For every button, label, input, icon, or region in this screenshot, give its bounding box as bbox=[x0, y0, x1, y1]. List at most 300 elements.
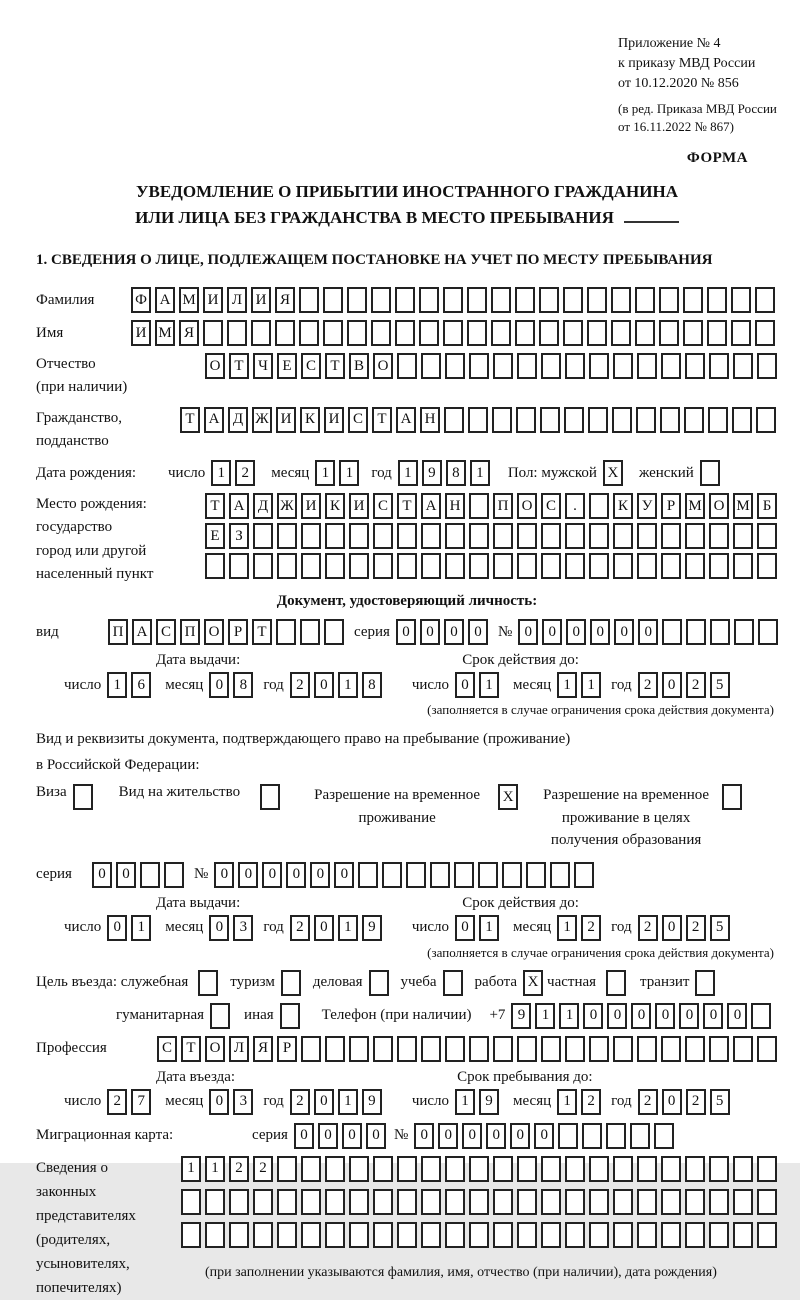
char-box bbox=[281, 970, 301, 996]
char-box: 9 bbox=[362, 1089, 382, 1115]
number-sign: № bbox=[194, 866, 209, 882]
char-box: 0 bbox=[655, 1003, 675, 1029]
year-label: год bbox=[611, 919, 632, 935]
sex-male-checkbox bbox=[603, 460, 627, 486]
char-box bbox=[516, 407, 536, 433]
birth-month-boxes bbox=[315, 460, 363, 486]
char-box bbox=[517, 1222, 537, 1248]
char-box bbox=[181, 1222, 201, 1248]
char-box: У bbox=[637, 493, 657, 519]
char-box bbox=[733, 1156, 753, 1182]
char-box: 0 bbox=[455, 915, 475, 941]
char-box: 0 bbox=[366, 1123, 386, 1149]
char-box: 1 bbox=[205, 1156, 225, 1182]
char-box: М bbox=[733, 493, 753, 519]
day-label: число bbox=[411, 1093, 450, 1109]
char-box bbox=[613, 1036, 633, 1062]
char-box bbox=[611, 287, 631, 313]
char-box bbox=[445, 1222, 465, 1248]
char-box bbox=[613, 1156, 633, 1182]
char-box bbox=[421, 1222, 441, 1248]
char-box bbox=[275, 320, 295, 346]
char-box bbox=[515, 320, 535, 346]
char-box: С bbox=[348, 407, 368, 433]
char-box bbox=[301, 1036, 321, 1062]
char-box bbox=[373, 1189, 393, 1215]
char-box bbox=[587, 320, 607, 346]
char-box bbox=[205, 1222, 225, 1248]
char-box: С bbox=[156, 619, 176, 645]
char-box bbox=[564, 407, 584, 433]
char-box bbox=[695, 970, 715, 996]
purpose-transit-label: транзит bbox=[640, 974, 690, 990]
char-box: 2 bbox=[229, 1156, 249, 1182]
char-box: 0 bbox=[455, 672, 475, 698]
char-box bbox=[419, 320, 439, 346]
char-box: 0 bbox=[607, 1003, 627, 1029]
char-box bbox=[277, 1222, 297, 1248]
char-box: А bbox=[421, 493, 441, 519]
char-box: Т bbox=[180, 407, 200, 433]
char-box bbox=[757, 1189, 777, 1215]
char-box bbox=[709, 1156, 729, 1182]
char-box bbox=[733, 1189, 753, 1215]
char-box: С bbox=[373, 493, 393, 519]
char-box: 0 bbox=[310, 862, 330, 888]
char-box bbox=[492, 407, 512, 433]
char-box bbox=[683, 320, 703, 346]
char-box bbox=[606, 970, 626, 996]
char-box bbox=[323, 287, 343, 313]
char-box bbox=[517, 523, 537, 549]
entry-year-boxes bbox=[290, 1089, 386, 1115]
form-title-line1: УВЕДОМЛЕНИЕ О ПРИБЫТИИ ИНОСТРАННОГО ГРАЖДАНИНА bbox=[136, 182, 678, 201]
char-box bbox=[280, 1003, 300, 1029]
char-box bbox=[430, 862, 450, 888]
char-box bbox=[421, 1189, 441, 1215]
char-box: Т bbox=[397, 493, 417, 519]
char-box bbox=[565, 1156, 585, 1182]
char-box: Б bbox=[757, 493, 777, 519]
char-box bbox=[565, 353, 585, 379]
char-box: Ч bbox=[253, 353, 273, 379]
birth-place-line2 bbox=[205, 523, 781, 549]
representatives-line3 bbox=[181, 1222, 781, 1248]
char-box bbox=[443, 970, 463, 996]
month-label: месяц bbox=[513, 1093, 552, 1109]
char-box bbox=[685, 1156, 705, 1182]
birth-day-boxes bbox=[211, 460, 259, 486]
migration-number-boxes bbox=[414, 1123, 678, 1149]
citizenship-row bbox=[36, 407, 778, 454]
char-box: Л bbox=[229, 1036, 249, 1062]
doc-type-label: вид bbox=[36, 623, 59, 640]
char-box bbox=[301, 1156, 321, 1182]
birth-place-boxes bbox=[205, 493, 781, 583]
char-box: А bbox=[132, 619, 152, 645]
char-box bbox=[685, 1036, 705, 1062]
char-box bbox=[661, 1222, 681, 1248]
char-box: 1 bbox=[470, 460, 490, 486]
char-box bbox=[397, 1189, 417, 1215]
char-box bbox=[654, 1123, 674, 1149]
day-label: число bbox=[64, 919, 102, 935]
char-box: 0 bbox=[318, 1123, 338, 1149]
birth-place-row bbox=[36, 493, 778, 586]
valid-until-heading: Срок действия до: bbox=[462, 894, 579, 911]
visit-purpose-row bbox=[36, 970, 778, 996]
month-label: месяц bbox=[165, 919, 204, 935]
char-box bbox=[685, 523, 705, 549]
char-box bbox=[589, 1036, 609, 1062]
char-box bbox=[253, 523, 273, 549]
char-box bbox=[493, 1222, 513, 1248]
char-box bbox=[565, 553, 585, 579]
purpose-transit-checkbox bbox=[695, 970, 719, 996]
char-box bbox=[630, 1123, 650, 1149]
sex-female-checkbox bbox=[700, 460, 724, 486]
char-box bbox=[751, 1003, 771, 1029]
year-label: год bbox=[263, 1093, 284, 1109]
char-box bbox=[541, 1189, 561, 1215]
char-box bbox=[757, 1156, 777, 1182]
entry-date-heading: Дата въезда: bbox=[156, 1068, 236, 1085]
representatives-boxes bbox=[181, 1156, 781, 1281]
char-box: 0 bbox=[92, 862, 112, 888]
char-box bbox=[349, 1036, 369, 1062]
char-box: 0 bbox=[342, 1123, 362, 1149]
char-box bbox=[755, 287, 775, 313]
char-box: 8 bbox=[233, 672, 253, 698]
char-box bbox=[661, 1036, 681, 1062]
char-box: 0 bbox=[631, 1003, 651, 1029]
char-box: А bbox=[155, 287, 175, 313]
char-box: 0 bbox=[396, 619, 416, 645]
residence-doc-intro: Вид и реквизиты документа, подтверждающего право на пребывание (проживание) в Российской Федерации: bbox=[36, 731, 571, 773]
char-box: Д bbox=[253, 493, 273, 519]
char-box: 0 bbox=[518, 619, 538, 645]
char-box bbox=[709, 1222, 729, 1248]
char-box: 0 bbox=[662, 1089, 682, 1115]
char-box: 2 bbox=[290, 915, 310, 941]
char-box: 1 bbox=[479, 915, 499, 941]
migration-card-row bbox=[36, 1123, 778, 1149]
char-box: Т bbox=[181, 1036, 201, 1062]
char-box bbox=[227, 320, 247, 346]
char-box bbox=[637, 1036, 657, 1062]
given-name-row bbox=[36, 320, 778, 346]
char-box bbox=[198, 970, 218, 996]
char-box bbox=[637, 1222, 657, 1248]
char-box bbox=[563, 287, 583, 313]
char-box bbox=[301, 1189, 321, 1215]
char-box bbox=[540, 407, 560, 433]
char-box bbox=[589, 1189, 609, 1215]
patronymic-label: Отчество (при наличии) bbox=[36, 356, 128, 396]
char-box bbox=[613, 1189, 633, 1215]
char-box bbox=[421, 1036, 441, 1062]
char-box bbox=[491, 287, 511, 313]
char-box bbox=[325, 1189, 345, 1215]
char-box bbox=[589, 353, 609, 379]
char-box bbox=[589, 1222, 609, 1248]
char-box bbox=[301, 523, 321, 549]
char-box: 9 bbox=[479, 1089, 499, 1115]
representatives-label: Сведения о законных представителях (родителях, усыновителях, попечителях) bbox=[36, 1159, 136, 1296]
char-box bbox=[558, 1123, 578, 1149]
char-box: А bbox=[204, 407, 224, 433]
char-box bbox=[349, 1156, 369, 1182]
char-box: И bbox=[301, 493, 321, 519]
char-box bbox=[517, 1036, 537, 1062]
char-box bbox=[517, 1156, 537, 1182]
char-box bbox=[550, 862, 570, 888]
char-box bbox=[469, 553, 489, 579]
char-box bbox=[709, 553, 729, 579]
char-box bbox=[710, 619, 730, 645]
char-box bbox=[733, 553, 753, 579]
char-box: 9 bbox=[511, 1003, 531, 1029]
char-box: 3 bbox=[233, 1089, 253, 1115]
char-box bbox=[325, 1222, 345, 1248]
char-box bbox=[589, 493, 609, 519]
char-box bbox=[731, 320, 751, 346]
purpose-other-checkbox bbox=[280, 1003, 304, 1029]
char-box bbox=[733, 523, 753, 549]
char-box: 2 bbox=[235, 460, 255, 486]
char-box bbox=[757, 553, 777, 579]
profession-row bbox=[36, 1036, 778, 1062]
char-box bbox=[445, 353, 465, 379]
representatives-line1 bbox=[181, 1156, 781, 1182]
char-box: 2 bbox=[638, 1089, 658, 1115]
day-label: число bbox=[411, 919, 450, 935]
char-box: X bbox=[523, 970, 543, 996]
char-box: И bbox=[131, 320, 151, 346]
char-box: 7 bbox=[131, 1089, 151, 1115]
purpose-official-label: Цель въезда: служебная bbox=[36, 974, 189, 990]
identity-doc-dates bbox=[36, 652, 778, 718]
char-box: 5 bbox=[710, 915, 730, 941]
char-box bbox=[323, 320, 343, 346]
doc-valid-year-boxes bbox=[638, 672, 734, 698]
char-box: К bbox=[325, 493, 345, 519]
entry-day-boxes bbox=[107, 1089, 155, 1115]
char-box: 0 bbox=[314, 1089, 334, 1115]
char-box: 0 bbox=[286, 862, 306, 888]
doc-issue-year-boxes bbox=[290, 672, 386, 698]
char-box bbox=[734, 619, 754, 645]
char-box bbox=[493, 1036, 513, 1062]
year-label: год bbox=[263, 919, 284, 935]
char-box: 1 bbox=[131, 915, 151, 941]
char-box bbox=[445, 523, 465, 549]
char-box: И bbox=[203, 287, 223, 313]
residence-series-boxes bbox=[92, 862, 188, 888]
char-box bbox=[661, 353, 681, 379]
patronymic-boxes bbox=[205, 353, 781, 379]
form-title-line2: ИЛИ ЛИЦА БЕЗ ГРАЖДАНСТВА В МЕСТО ПРЕБЫВАНИЯ bbox=[135, 207, 614, 227]
char-box bbox=[757, 1036, 777, 1062]
char-box: 0 bbox=[510, 1123, 530, 1149]
char-box: 2 bbox=[581, 915, 601, 941]
char-box bbox=[443, 320, 463, 346]
doc-number-sign: № bbox=[497, 623, 513, 640]
char-box: 1 bbox=[338, 672, 358, 698]
char-box: 1 bbox=[398, 460, 418, 486]
profession-label: Профессия bbox=[36, 1040, 107, 1056]
char-box: 0 bbox=[566, 619, 586, 645]
char-box bbox=[685, 353, 705, 379]
char-box bbox=[397, 353, 417, 379]
char-box: 0 bbox=[262, 862, 282, 888]
char-box: Е bbox=[205, 523, 225, 549]
char-box bbox=[613, 553, 633, 579]
char-box: Н bbox=[420, 407, 440, 433]
char-box: Р bbox=[228, 619, 248, 645]
char-box bbox=[722, 784, 742, 810]
phone-row bbox=[36, 1003, 778, 1029]
surname-row bbox=[36, 287, 778, 313]
char-box: О bbox=[517, 493, 537, 519]
char-box bbox=[757, 353, 777, 379]
char-box: 9 bbox=[422, 460, 442, 486]
char-box bbox=[700, 460, 720, 486]
char-box: Т bbox=[325, 353, 345, 379]
char-box: 1 bbox=[581, 672, 601, 698]
char-box: 1 bbox=[339, 460, 359, 486]
char-box bbox=[661, 523, 681, 549]
amendment-line: от 16.11.2022 № 867) bbox=[618, 118, 735, 134]
char-box: 8 bbox=[362, 672, 382, 698]
char-box: 1 bbox=[211, 460, 231, 486]
char-box bbox=[369, 970, 389, 996]
char-box: 1 bbox=[559, 1003, 579, 1029]
char-box bbox=[205, 553, 225, 579]
char-box: 0 bbox=[107, 915, 127, 941]
char-box bbox=[277, 1189, 297, 1215]
phone-boxes bbox=[511, 1003, 775, 1029]
residence-valid-month-boxes bbox=[557, 915, 605, 941]
purpose-humanitarian-label: гуманитарная bbox=[116, 1007, 205, 1023]
char-box: 0 bbox=[238, 862, 258, 888]
char-box: М bbox=[179, 287, 199, 313]
char-box bbox=[73, 784, 93, 810]
doc-series-label: серия bbox=[354, 623, 390, 640]
char-box: 0 bbox=[679, 1003, 699, 1029]
doc-issue-month-boxes bbox=[209, 672, 257, 698]
char-box bbox=[325, 523, 345, 549]
char-box bbox=[493, 553, 513, 579]
form-label: ФОРМА bbox=[686, 150, 748, 166]
char-box bbox=[733, 353, 753, 379]
purpose-study-label: учеба bbox=[400, 974, 437, 990]
purpose-humanitarian-checkbox bbox=[210, 1003, 234, 1029]
char-box bbox=[637, 1189, 657, 1215]
char-box bbox=[659, 287, 679, 313]
day-label: число bbox=[168, 464, 206, 481]
series-label: серия bbox=[252, 1127, 288, 1143]
char-box: 0 bbox=[662, 672, 682, 698]
residence-doc-dates bbox=[36, 895, 778, 961]
appendix-line: к приказу МВД России bbox=[618, 55, 756, 71]
char-box bbox=[660, 407, 680, 433]
char-box bbox=[635, 287, 655, 313]
char-box: 0 bbox=[638, 619, 658, 645]
blank-underline bbox=[624, 221, 679, 223]
surname-boxes bbox=[131, 287, 779, 313]
char-box bbox=[757, 523, 777, 549]
char-box bbox=[253, 1189, 273, 1215]
char-box bbox=[478, 862, 498, 888]
purpose-private-checkbox bbox=[606, 970, 630, 996]
birth-place-line3 bbox=[205, 553, 781, 579]
char-box bbox=[502, 862, 522, 888]
purpose-official-checkbox bbox=[198, 970, 222, 996]
char-box: О bbox=[373, 353, 393, 379]
char-box bbox=[582, 1123, 602, 1149]
char-box bbox=[662, 619, 682, 645]
doc-issue-day-boxes bbox=[107, 672, 155, 698]
char-box: И bbox=[324, 407, 344, 433]
char-box bbox=[349, 1222, 369, 1248]
sex-female-label: женский bbox=[638, 464, 694, 481]
char-box bbox=[708, 407, 728, 433]
char-box bbox=[251, 320, 271, 346]
validity-note: (заполняется в случае ограничения срока действия документа) bbox=[427, 702, 774, 717]
char-box bbox=[443, 287, 463, 313]
char-box: 0 bbox=[214, 862, 234, 888]
char-box: Я bbox=[179, 320, 199, 346]
month-label: месяц bbox=[271, 464, 310, 481]
char-box: 0 bbox=[542, 619, 562, 645]
birth-year-boxes bbox=[398, 460, 494, 486]
char-box: 1 bbox=[455, 1089, 475, 1115]
residence-doc-number-row bbox=[36, 862, 778, 888]
char-box bbox=[606, 1123, 626, 1149]
birth-place-label: Место рождения: государство город или другой населенный пункт bbox=[36, 496, 154, 582]
identity-doc-heading: Документ, удостоверяющий личность: bbox=[276, 593, 538, 609]
char-box bbox=[301, 553, 321, 579]
char-box bbox=[454, 862, 474, 888]
appendix-line: Приложение № 4 bbox=[618, 36, 721, 51]
char-box bbox=[382, 862, 402, 888]
char-box bbox=[685, 553, 705, 579]
char-box: К bbox=[300, 407, 320, 433]
char-box: 0 bbox=[438, 1123, 458, 1149]
temp-residence-edu-checkbox bbox=[722, 784, 746, 810]
char-box: 0 bbox=[727, 1003, 747, 1029]
char-box bbox=[397, 1036, 417, 1062]
char-box bbox=[611, 320, 631, 346]
form-title bbox=[36, 179, 778, 230]
char-box bbox=[444, 407, 464, 433]
doc-number-boxes bbox=[518, 619, 782, 645]
char-box bbox=[635, 320, 655, 346]
char-box bbox=[229, 1189, 249, 1215]
char-box bbox=[541, 523, 561, 549]
char-box bbox=[397, 1156, 417, 1182]
char-box bbox=[731, 287, 751, 313]
char-box bbox=[515, 287, 535, 313]
char-box: X bbox=[603, 460, 623, 486]
char-box bbox=[347, 320, 367, 346]
year-label: год bbox=[263, 676, 284, 693]
char-box bbox=[491, 320, 511, 346]
char-box bbox=[613, 353, 633, 379]
char-box bbox=[468, 407, 488, 433]
char-box: Р bbox=[661, 493, 681, 519]
